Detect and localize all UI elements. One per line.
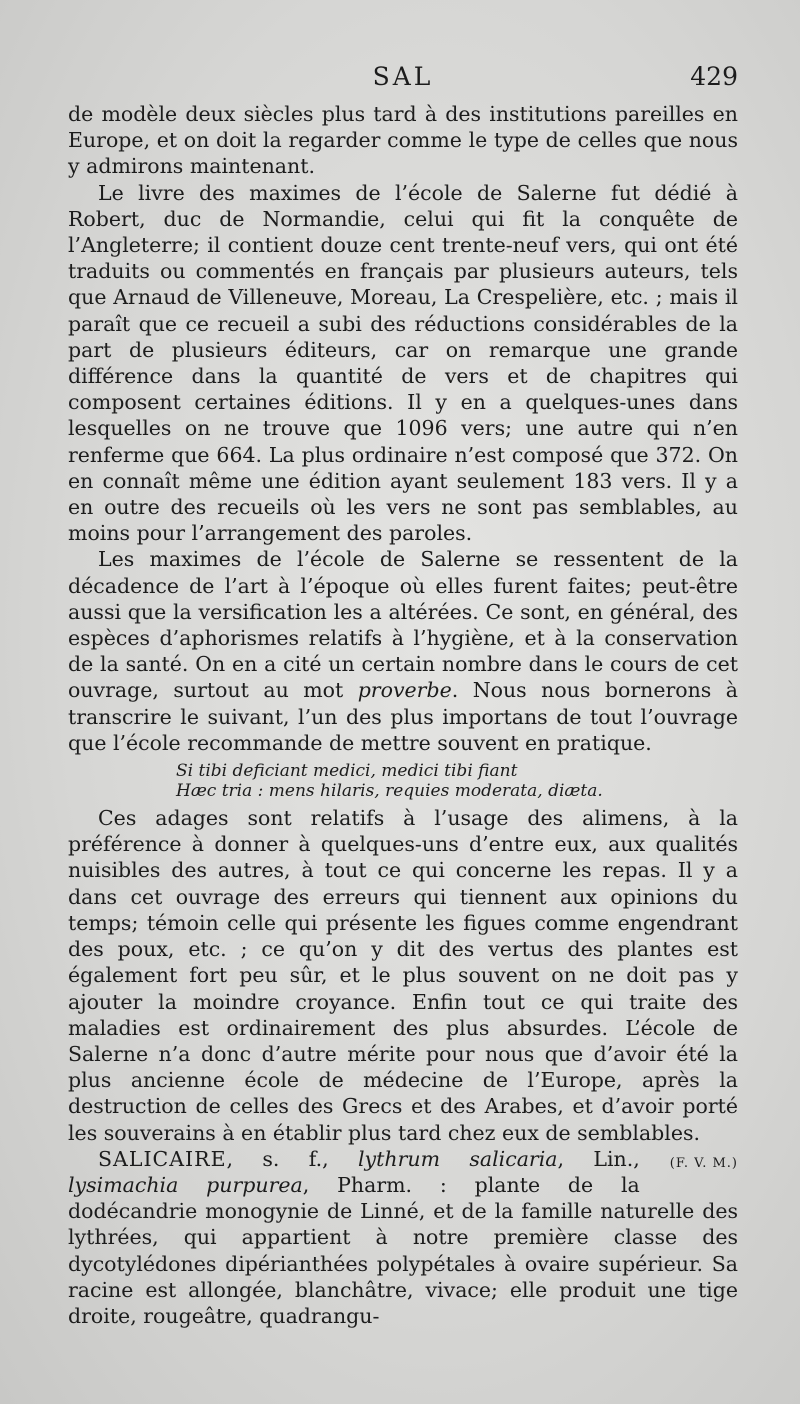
latin-verse: [176, 761, 738, 801]
entry-text: , s. f.,: [226, 1146, 358, 1171]
latin-name: lysimachia purpurea: [68, 1172, 303, 1197]
latin-name: lythrum salicaria: [358, 1146, 558, 1171]
paragraph-text: . Nous nous bornerons à transcrire le suivant, l’un des plus importans de tout l’ouvrage que l’école recommande de mettre souvent en pratique.: [68, 678, 738, 755]
entry-salicaire: [68, 1146, 738, 1329]
paragraph-text: Ces adages sont relatifs à l’usage des alimens, à la préférence à donner à quelques-uns d’entre eux, aux qualités nuisibles des autres, à tout ce qui concerne les repas. Il y a dans cet ouvrage des erreurs qui tiennent aux opinions du temps; témoin celle qui présente les figues comme engendrant des poux, etc. ; ce qu’on y dit des vertus des plantes est également fort peu sûr, et le plus souvent on ne doit pas y ajouter la moindre croyance. Enfin tout ce qui traite des maladies est ordinairement des plus absurdes. L’école de Salerne n’a donc d’autre mérite pour nous que d’avoir été la plus ancienne école de médecine de l’Europe, après la destruction de celles des Grecs et des Arabes, et d’avoir porté les souverains à en établir plus tard chez eux de semblables.: [68, 806, 738, 1145]
page-number: 429: [690, 62, 738, 91]
verse-line: Hæc tria : mens hilaris, requies moderata, diæta.: [176, 781, 603, 802]
running-head: SAL: [372, 62, 434, 91]
page-header: [68, 62, 738, 98]
italic-term: proverbe: [357, 678, 452, 703]
paragraph-continuation: de modèle deux siècles plus tard à des institutions pareilles en Europe, et on doit la regarder comme le type de celles que nous y admirons maintenant.: [68, 102, 738, 179]
entry-text: , Pharm. : plante de la dodécandrie monogynie de Linné, et de la famille naturelle des lythrées, qui appartient à notre première classe des dycotylédones dipérianthées polypétales à ovaire supérieur. Sa racine est allongée, blanchâtre, vivace; elle produit une tige droite, rougeâtre, quadrangu-: [68, 1172, 738, 1328]
paragraph-decadence: [68, 546, 738, 756]
entry-text: , Lin.,: [557, 1146, 640, 1171]
paragraph-text: Les maximes de l’école de Salerne se ressentent de la décadence de l’art à l’époque où elles furent faites; peut-être aussi que la versification les a altérées. Ce sont, en général, des espèces d’aphorismes relatifs à l’hygiène, et à la conservation de la santé. On en a cité un certain nombre dans le cours de cet ouvrage, surtout au mot: [68, 547, 738, 703]
entry-headword: SALICAIRE: [98, 1146, 227, 1171]
author-signature: (F. V. M.): [669, 1155, 738, 1171]
verse-line: Si tibi deficiant medici, medici tibi fiant: [176, 761, 518, 782]
paragraph-salerne-maximes: Le livre des maximes de l’école de Salerne fut dédié à Robert, duc de Normandie, celui qui fit la conquête de l’Angleterre; il contient douze cent trente-neuf vers, qui ont été traduits ou commentés en français par plusieurs auteurs, tels que Arnaud de Villeneuve, Moreau, La Crespelière, etc. ; mais il paraît que ce recueil a subi des réductions considérables de la part de plusieurs éditeurs, car on remarque une grande différence dans la quantité de vers et de chapitres qui composent certaines éditions. Il y en a quelques-unes dans lesquelles on ne trouve que 1096 vers; une autre qui n’en renferme que 664. La plus ordinaire n’est composé que 372. On en connaît même une édition ayant seulement 183 vers. Il y a en outre des recueils où les vers ne sont pas semblables, au moins pour l’arrangement des paroles.: [68, 180, 738, 546]
main-text: [68, 101, 738, 1329]
